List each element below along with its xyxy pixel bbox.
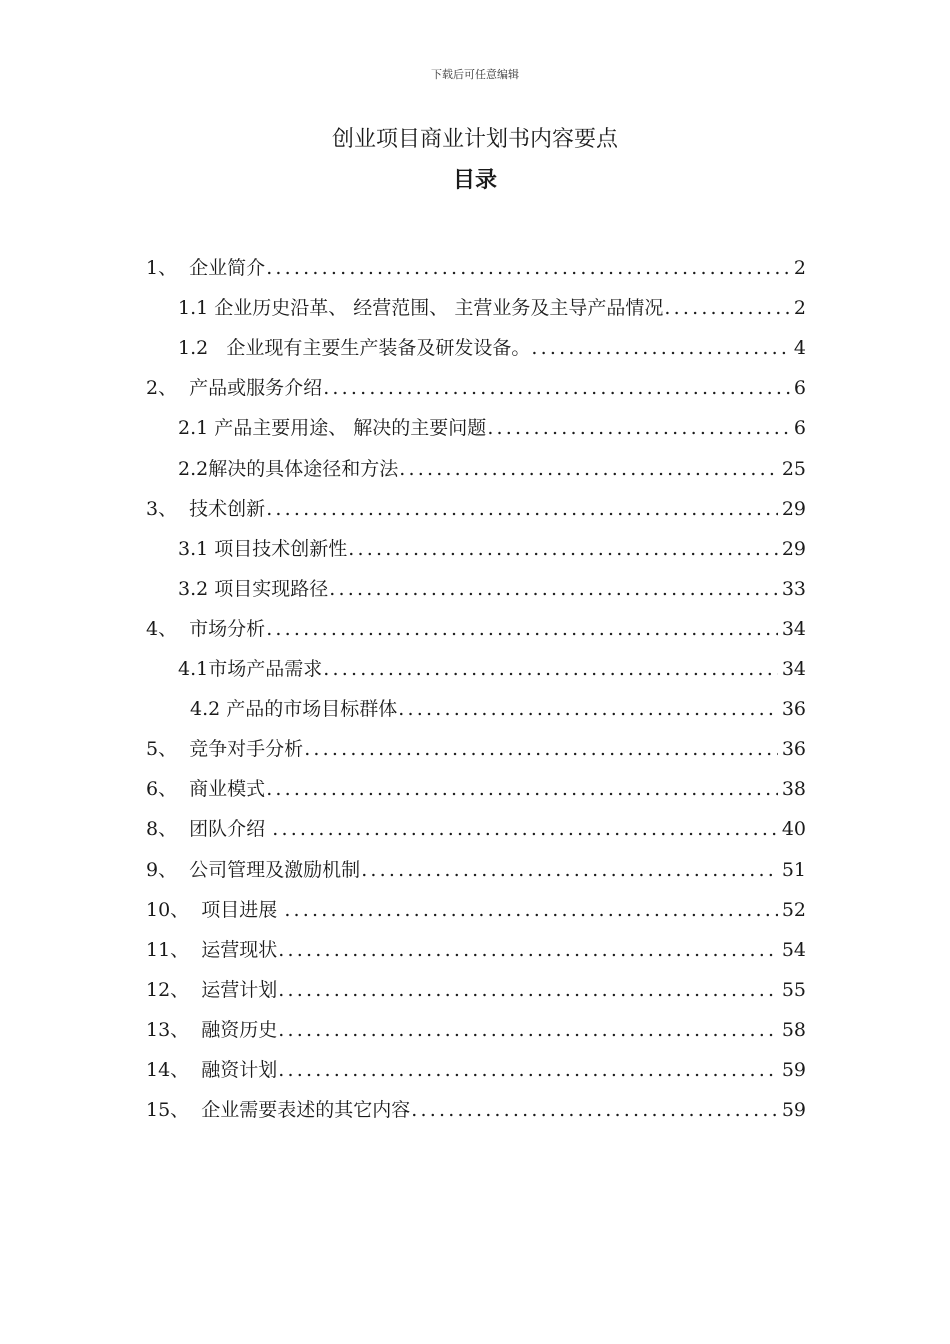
toc-entry-page: 59 [781, 1059, 806, 1081]
toc-entry-page: 6 [793, 417, 806, 439]
toc-entry-title: 产品的市场目标群体 [226, 698, 398, 720]
dot-leader [531, 339, 790, 358]
toc-entry[interactable] [146, 248, 806, 278]
toc-entry-number: 1、 [146, 257, 190, 279]
toc-entry-number: 4、 [146, 618, 190, 640]
toc-entry[interactable] [178, 649, 806, 679]
dot-leader [348, 540, 778, 559]
toc-entry-page: 33 [781, 578, 806, 600]
toc-entry[interactable] [178, 288, 806, 318]
dot-leader [266, 500, 778, 519]
toc-entry-number: 6、 [146, 778, 190, 800]
toc-entry-page: 4 [793, 337, 806, 359]
toc-entry-number: 3.2 [178, 578, 215, 600]
dot-leader [399, 460, 778, 479]
toc-entry-page: 54 [781, 939, 806, 961]
toc-entry-title: 项目实现路径 [214, 578, 329, 600]
toc-entry-number: 8、 [146, 818, 190, 840]
dot-leader [266, 780, 778, 799]
toc-entry[interactable] [146, 368, 806, 398]
toc-entry-number: 1.2 [178, 337, 227, 359]
document-title: 创业项目商业计划书内容要点 [331, 127, 618, 152]
toc-entry-title: 企业需要表述的其它内容 [201, 1099, 411, 1121]
toc-entry-title: 企业现有主要生产装备及研发设备。 [226, 337, 531, 359]
dot-leader [278, 1021, 778, 1040]
toc-entry-title: 公司管理及激励机制 [189, 859, 361, 881]
toc-entry-page: 52 [781, 899, 806, 921]
toc-entry[interactable] [178, 529, 806, 559]
toc-entry-page: 40 [781, 818, 806, 840]
dot-leader [272, 820, 778, 839]
toc-entry-number: 5、 [146, 738, 190, 760]
toc-entry[interactable] [146, 1010, 806, 1040]
toc-heading: 目录 [452, 168, 497, 193]
toc-entry-page: 2 [793, 257, 806, 279]
toc-entry-page: 34 [781, 658, 806, 680]
dot-leader [284, 901, 778, 920]
dot-leader [278, 1061, 778, 1080]
toc-entry-number: 11、 [146, 939, 202, 961]
toc-entry-number: 2、 [146, 377, 190, 399]
toc-entry-number: 9、 [146, 859, 190, 881]
toc-entry-title: 项目技术创新性 [214, 538, 348, 560]
toc-entry-number: 1.1 [178, 297, 215, 319]
toc-entry-title: 产品或服务介绍 [189, 377, 323, 399]
dot-leader [329, 580, 778, 599]
toc-entry-page: 38 [781, 778, 806, 800]
dot-leader [323, 379, 790, 398]
toc-entry-number: 2.2 [178, 458, 209, 480]
dot-leader [278, 981, 778, 1000]
toc-entry[interactable] [146, 890, 806, 920]
toc-entry-number: 4.1 [178, 658, 209, 680]
toc-entry[interactable] [146, 970, 806, 1000]
toc-entry-page: 6 [793, 377, 806, 399]
dot-leader [304, 740, 778, 759]
dot-leader [664, 299, 790, 318]
toc-entry-number: 4.2 [190, 698, 227, 720]
dot-leader [278, 941, 778, 960]
toc-entry-title: 融资历史 [201, 1019, 278, 1041]
toc-entry-title: 市场分析 [189, 618, 266, 640]
toc-entry-title: 企业简介 [189, 257, 266, 279]
toc-entry[interactable] [146, 1050, 806, 1080]
dot-leader [266, 620, 778, 639]
toc-entry-page: 58 [781, 1019, 806, 1041]
dot-leader [398, 700, 778, 719]
toc-entry-title: 运营现状 [201, 939, 278, 961]
toc-entry[interactable] [146, 930, 806, 960]
toc-entry-title: 运营计划 [201, 979, 278, 1001]
toc-entry-number: 3.1 [178, 538, 215, 560]
toc-entry[interactable] [146, 489, 806, 519]
toc-entry-page: 55 [781, 979, 806, 1001]
toc-entry-number: 13、 [146, 1019, 202, 1041]
toc-entry-title: 产品主要用途、 解决的主要问题 [214, 417, 487, 439]
toc-entry[interactable] [146, 809, 806, 839]
toc-entry-title: 竞争对手分析 [189, 738, 304, 760]
toc-entry-number: 15、 [146, 1099, 202, 1121]
toc-entry[interactable] [178, 569, 806, 599]
toc-entry-page: 51 [781, 859, 806, 881]
toc-entry-page: 2 [793, 297, 806, 319]
toc-entry-page: 25 [781, 458, 806, 480]
toc-entry[interactable] [146, 609, 806, 639]
toc-entry-title: 融资计划 [201, 1059, 278, 1081]
toc-entry[interactable] [146, 850, 806, 880]
toc-entry-number: 2.1 [178, 417, 215, 439]
toc-entry[interactable] [190, 689, 806, 719]
dot-leader [487, 419, 790, 438]
toc-entry-number: 12、 [146, 979, 202, 1001]
toc-entry-page: 59 [781, 1099, 806, 1121]
toc-entry-title: 企业历史沿革、 经营范围、 主营业务及主导产品情况 [214, 297, 664, 319]
toc-entry[interactable] [146, 729, 806, 759]
dot-leader [266, 259, 790, 278]
toc-entry-number: 14、 [146, 1059, 202, 1081]
toc-entry-page: 36 [781, 698, 806, 720]
toc-entry-page: 34 [781, 618, 806, 640]
toc-entry-title: 技术创新 [189, 498, 266, 520]
toc-entry[interactable] [178, 449, 806, 479]
toc-entry-page: 29 [781, 538, 806, 560]
dot-leader [323, 660, 778, 679]
header-note: 下载后可任意编辑 [431, 68, 519, 81]
toc-entry-number: 3、 [146, 498, 190, 520]
toc-entry-number: 10、 [146, 899, 202, 921]
toc-entry-title: 解决的具体途径和方法 [208, 458, 399, 480]
toc-entry[interactable] [178, 328, 806, 358]
toc-entry[interactable] [146, 1090, 806, 1120]
toc-entry-title: 市场产品需求 [208, 658, 323, 680]
dot-leader [361, 861, 778, 880]
toc-entry-page: 29 [781, 498, 806, 520]
toc-entry-title: 项目进展 [201, 899, 284, 921]
toc-entry-title: 团队介绍 [189, 818, 272, 840]
toc-entry-title: 商业模式 [189, 778, 266, 800]
dot-leader [411, 1101, 778, 1120]
toc-entry[interactable] [178, 408, 806, 438]
toc-entry[interactable] [146, 769, 806, 799]
toc-entry-page: 36 [781, 738, 806, 760]
